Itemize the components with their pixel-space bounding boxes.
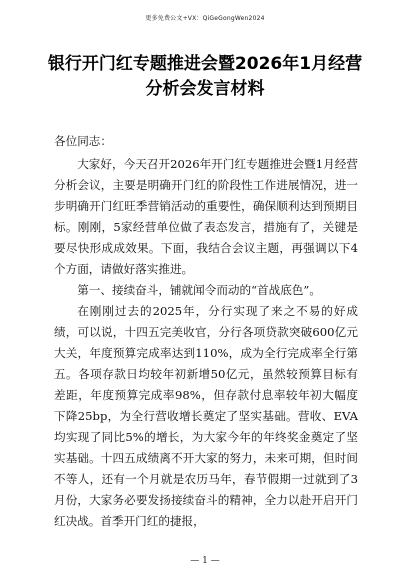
section-heading-1: 第一、接续奋斗，铺就闻令而动的“首战底色”。 — [77, 283, 321, 297]
document-body — [54, 131, 358, 532]
paragraph-section-1: 在刚刚过去的2025年，分行实现了来之不易的好成绩，可以说，十四五完美收官，分行各项贷款突破600亿元大关，年度预算完成率达到110%，成为全行完成率全行第五。各项存款日均较年初新增50亿元，虽然较预算目标有差距，年度预算完成率98%，但存款付息率较年初大幅度下降25bp，为全行营收增长奠定了坚实基础。营收、EVA均实现了同比5%的增长，为大家今年的年终奖金奠定了坚实基础。十四五成绩离不开大家的努力，未来可期，但时间不等人，还有一个月就是农历马年，春节假期一过就到了3月份，大家务必要发扬接续奋斗的精神，全力以赴开启开门红决战。首季开门红的捷报， — [54, 304, 358, 528]
document-title: 银行开门红专题推进会暨2026年1月经营分析会发言材料 — [47, 54, 363, 99]
header-note: 更多免费公文+VX：QiGeGongWen2024 — [145, 15, 265, 22]
page-number: — 1 — — [190, 556, 220, 566]
salutation: 各位同志： — [54, 134, 112, 148]
paragraph-intro: 大家好，今天召开2026年开门红专题推进会暨1月经营分析会议，主要是明确开门红的阶段性工作进展情况，进一步明确开门红旺季营销活动的重要性，确保顺利达到预期目标。刚刚，5家经营单位做了表态发言，措施有了，关键是要尽快形成成效果。下面，我结合会议主题，再强调以下4个方面，请做好落实推进。 — [54, 157, 358, 276]
